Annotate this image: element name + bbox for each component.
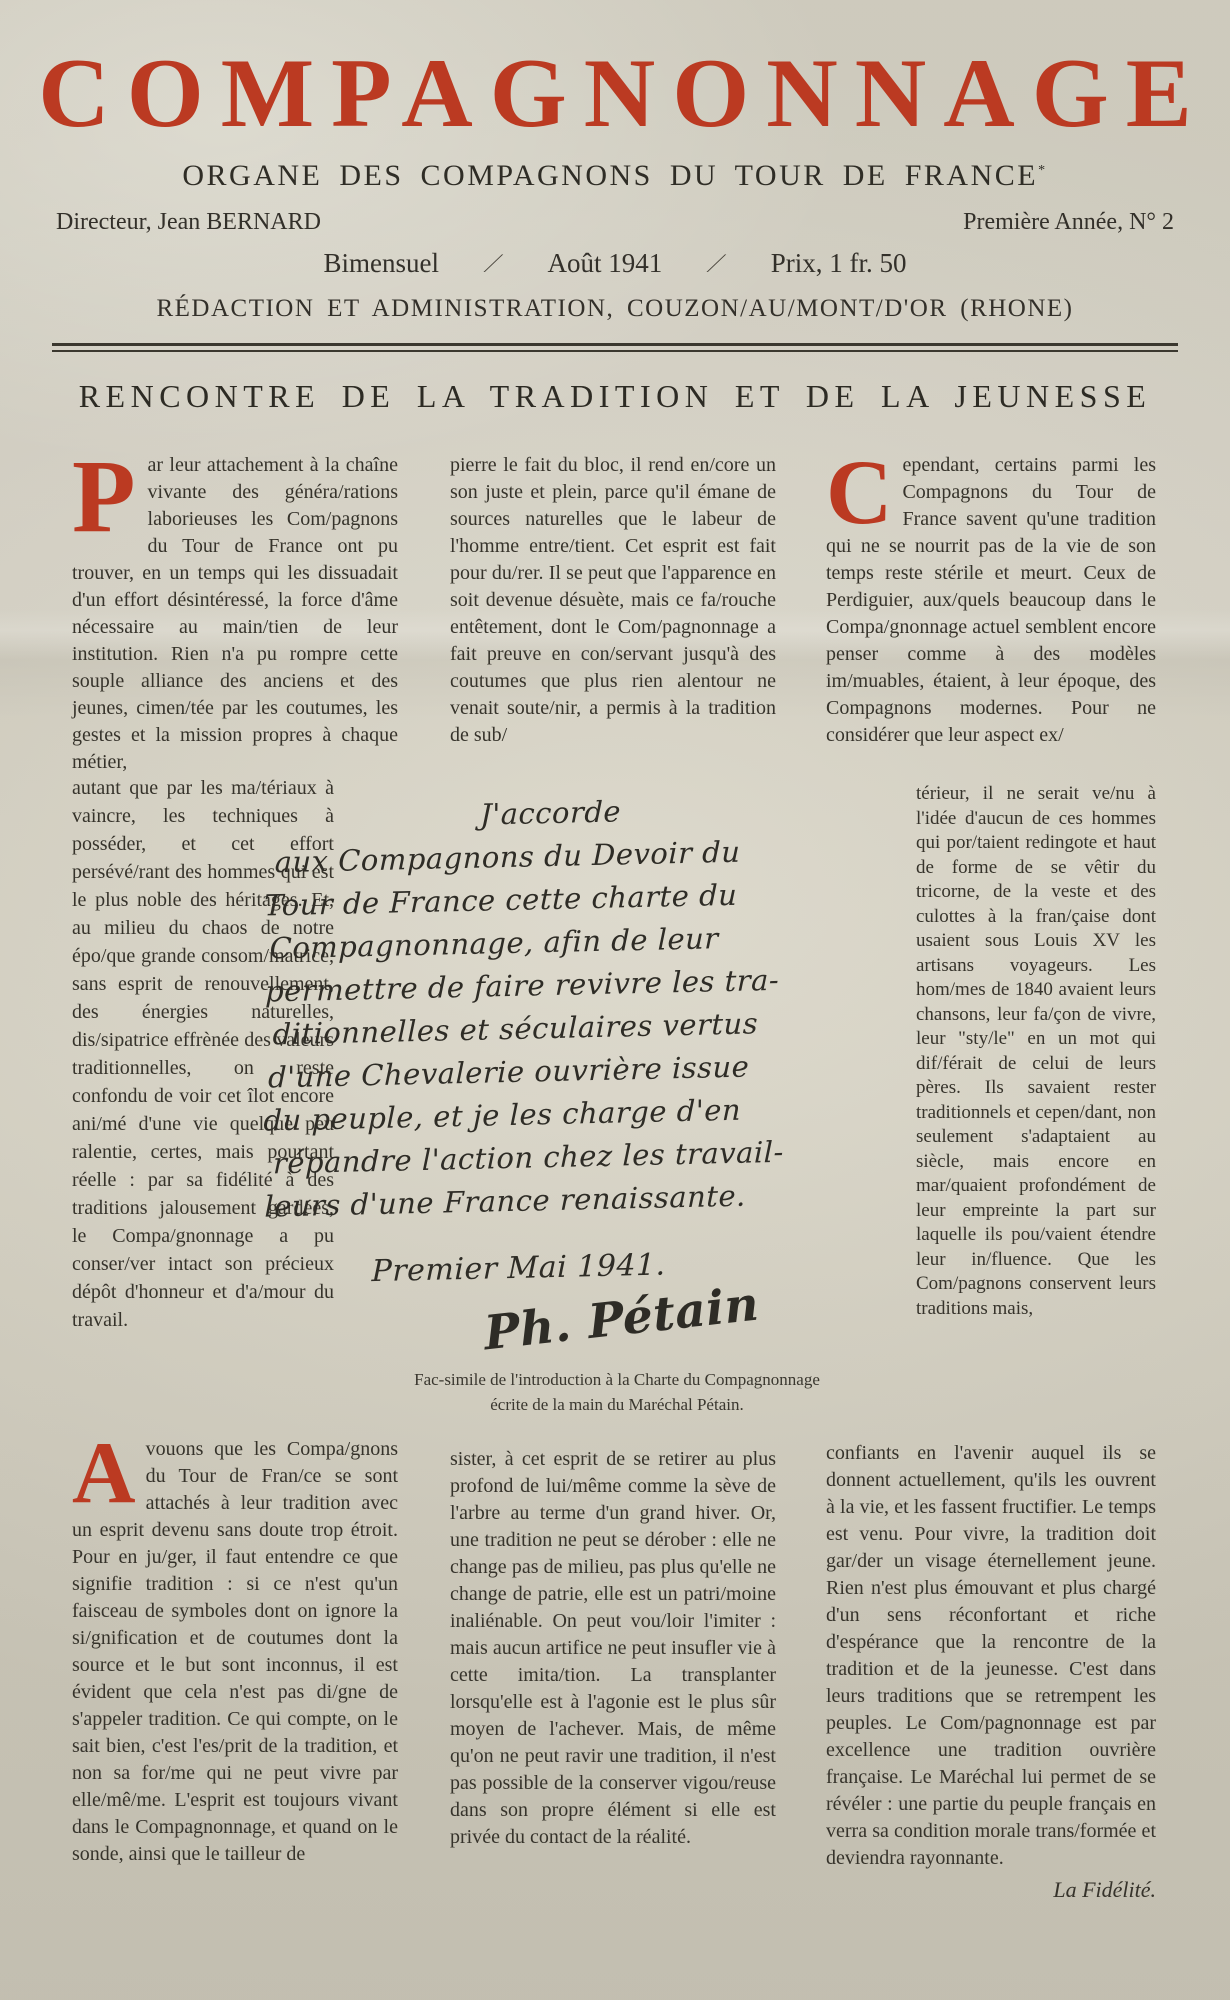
handwriting-line: Tour de France cette charte du: [263, 877, 738, 923]
petain-signature: Ph. Pétain: [482, 1276, 761, 1362]
subtitle-text: ORGANE DES COMPAGNONS DU TOUR DE FRANCE: [182, 159, 1039, 192]
double-rule-divider: [52, 343, 1178, 352]
handwriting-line: Compagnonnage, afin de leur: [269, 921, 719, 966]
handwriting-line: répandre l'action chez les travail-: [272, 1134, 784, 1181]
handwriting-line: J'accorde: [479, 794, 622, 832]
handwriting-line: du peuple, et je les charge d'en: [263, 1092, 742, 1138]
newspaper-title: COMPAGNONNAGE: [38, 39, 1209, 148]
column3-text-wide: ependant, certains parmi les Compagnons du Tour de France savent qu'une tradition qui ne se nourrit pas de la vie de son temps reste stérile et meurt. Ceux de Perdiguier, aux/quels beaucoup dans le Compa/gnonnage actuel semblent encore penser comme à des modèles im/muables, étaient, à leur époque, des Compagnons modernes. Pour ne considérer que leur aspect ex/: [826, 454, 1156, 746]
article-headline: RENCONTRE DE LA TRADITION ET DE LA JEUNESSE: [78, 378, 1152, 414]
dropcap-P: P: [72, 439, 136, 554]
handwriting-line: ditionnelles et séculaires vertus: [272, 1006, 759, 1052]
administration-line: RÉDACTION ET ADMINISTRATION, COUZON/AU/MONT/D'OR (RHONE): [156, 295, 1074, 322]
dropcap-C: C: [826, 441, 893, 543]
frequency-row: [0, 248, 1230, 279]
subtitle-footnote-mark: *: [1038, 163, 1048, 178]
director-name: Directeur, Jean BERNARD: [56, 209, 321, 235]
column1-paragraph1-start: [72, 439, 398, 776]
dropcap-A: A: [72, 1425, 136, 1522]
handwriting-line: aux Compagnons du Devoir du: [274, 834, 741, 880]
column3-paragraph-end: [826, 1440, 1156, 1903]
handwriting-line: permettre de faire revivre les tra-: [264, 962, 780, 1009]
handwriting-date: Premier Mai 1941.: [371, 1247, 666, 1290]
column2-bottom-text: sister, à cet esprit de se retirer au plus profond de lui/même comme la sève de l'arbre au terme d'un grand hiver. Or, une tradition ne peut se dérober : elle ne change pas de milieu, pas plus qu'elle ne change de patrie, elle est un patri/moine inaliénable. On peut vou/loir l'imiter : mais aucun artifice ne peut insufler vie à cette imita/tion. La transplanter lorsqu'elle est à l'agonie est le plus sûr moyen de l'achever. Mais, de même qu'on ne peut ravir une tradition, il n'est pas possible de la conserver vigou/reuse dans son propre élément si elle est privée du contact de la réalité.: [450, 1448, 776, 1848]
frequency-label: Bimensuel: [323, 248, 439, 278]
column1-text-narrow: autant que par les ma/tériaux à vaincre, les techniques à posséder, et cet effort persévé/rant des hommes qui est le plus noble des héritages. Et, au milieu du chaos de notre épo/que grande consom/matrice, sans esprit de renouvellement, des énergies naturelles, dis/sipatrice effrènée des valeurs traditionnelles, on reste confondu de voir cet îlot encore ani/mé d'une vie quelque peu ralentie, certes, mais pourtant réelle : par sa fidélité à des traditions jalousement gardées, le Compa/gnonnage a pu conser/ver intact son précieux dépôt d'honneur et d'a/mour du travail.: [72, 777, 334, 1331]
column3-text-narrow: térieur, il ne serait ve/nu à l'idée d'aucun de ces hommes qui por/taient redingote et haut de forme de se vêtir du tricorne, de la veste et des culottes à la fran/çaise dont usaient sous Louis XV les artisans voyageurs. Les hom/mes de 1840 avaient leurs chansons, leur fa/çon de vivre, leur "sty/le" en un mot qui dif/férait de celui de leurs pères. Ils savaient rester traditionnels et cepen/dant, non seulement s'adaptaient au siècle, mais encore en mar/quaient profondément de leur empreinte la part sur laquelle ils pou/vaient étendre leur in/fluence. Que les Com/pagnons conservent leurs traditions mais,: [916, 783, 1156, 1319]
handwritten-charter-facsimile: [259, 785, 846, 1362]
column1-text-wide: ar leur attachement à la chaîne vivante des généra/rations laborieuses les Com/pagnons du Tour de France ont pu trouver, en un temps qui les dissuadait d'un effort désintéressé, la force d'âme nécessaire au main/tien de leur institution. Rien n'a pu rompre cette souple alliance des anciens et des jeunes, cimen/tée par les coutumes, les gestes et la mission propres à chaque métier,: [72, 454, 398, 773]
facsimile-caption: [392, 1368, 842, 1417]
direction-row: [0, 209, 1230, 236]
caption-line2: écrite de la main du Maréchal Pétain.: [490, 1394, 744, 1414]
issue-number: Première Année, N° 2: [963, 209, 1174, 235]
handwriting-line: leurs d'une France renaissante.: [264, 1178, 747, 1224]
handwriting-line: d'une Chevalerie ouvrière issue: [267, 1049, 750, 1095]
price-label: Prix, 1 fr. 50: [770, 248, 907, 278]
newspaper-subtitle: [0, 159, 1230, 193]
article-signoff: La Fidélité.: [1053, 1877, 1156, 1902]
caption-line1: Fac-simile de l'introduction à la Charte du Compagnonnage: [414, 1370, 820, 1389]
column3-text-end: confiants en l'avenir auquel ils se donnent actuellement, qu'ils les ouvrent à la vie, et les fassent fructifier. Le temps est venu. Pour vivre, la tradition doit gar/der un visage éternellement jeune. Rien n'est plus émouvant et plus chargé d'un sens réconfortant et riche d'espérance que la rencontre de la tradition et de la jeunesse. C'est dans leurs traditions que se retrempent les peuples. Le Com/pagnonnage est par excellence une tradition ouvrière française. Le Maréchal lui permet de se révéler : une partie du peuple français en verra sa condition morale trans/formée et deviendra rayonnante.: [826, 1442, 1156, 1869]
column1-paragraph2-text: vouons que les Compa/gnons du Tour de Fran/ce se sont attachés à leur tradition avec un esprit devenu sans doute trop étroit. Pour en ju/ger, il faut entendre ce que signifie tradition : si ce n'est qu'un faisceau de symboles dont on ignore la si/gnification et de coutumes dont la source et le but sont inconnus, il est évident que cela n'est pas di/gne de s'appeler tradition. Ce qui compte, on le sait bien, c'est l'es/prit de la tradition, et non sa for/me qui ne peut vivre par elle/mê/me. L'esprit est toujours vivant dans le Compagnonnage, et quand on le sonde, ainsi que le tailleur de: [72, 1438, 398, 1865]
column3-paragraph-start: [826, 441, 1156, 749]
separator-slash: ⁄: [486, 248, 501, 278]
issue-date: Août 1941: [547, 248, 663, 278]
column2-top-text: pierre le fait du bloc, il rend en/core un son juste et plein, parce qu'il émane de sources naturelles que le labeur de l'homme entre/tient. Cet esprit est fait pour du/rer. Il se peut que l'apparence en soit devenue désuète, mais ce fa/rouche entêtement, dont le Com/pagnonnage a fait preuve en con/servant jusqu'à des coutumes que plus rien alentour ne venait soute/nir, a permis à la tradition de sub/: [450, 454, 776, 746]
column1-paragraph2: [72, 1425, 398, 1868]
masthead: [0, 0, 1230, 415]
separator-slash: ⁄: [709, 248, 724, 278]
